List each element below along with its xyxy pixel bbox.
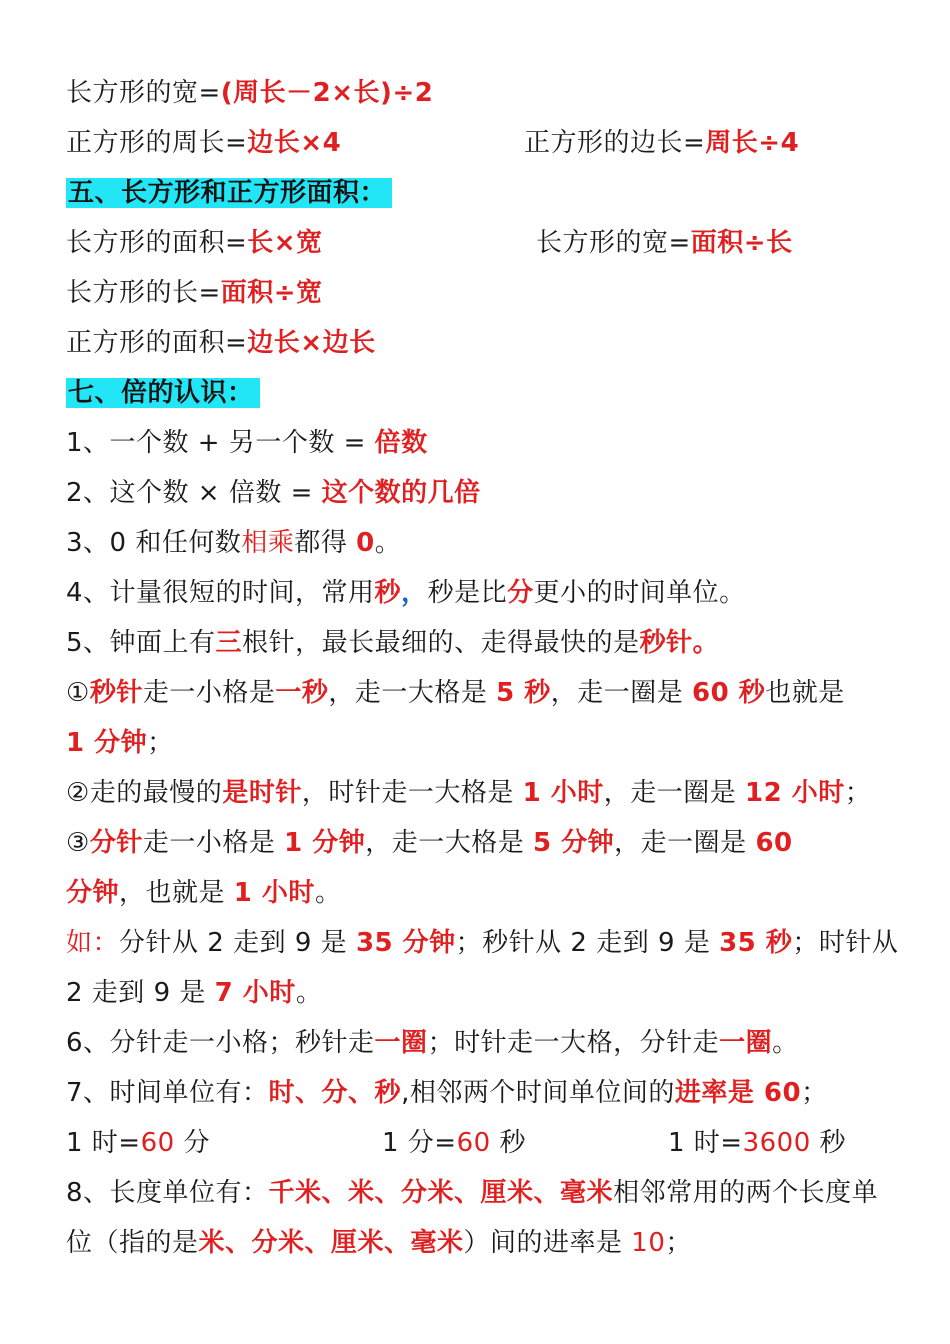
item-7: 7、时间单位有：时、分、秒,相邻两个时间单位间的进率是 60； xyxy=(66,1078,828,1108)
formula-square-area: 正方形的面积=边长×边长 xyxy=(66,328,376,358)
formula-rect-width-area: 长方形的宽=面积÷长 xyxy=(536,228,793,258)
item-2: 2、这个数 × 倍数 = 这个数的几倍 xyxy=(66,478,481,508)
item-8: 8、长度单位有：千米、米、分米、厘米、毫米相邻常用的两个长度单 xyxy=(66,1178,879,1208)
conversion-minute-second: 1 分=60 秒 xyxy=(382,1128,526,1158)
item-5-1-cont: 1 分钟； xyxy=(66,728,174,758)
item-5-3-cont: 分钟，也就是 1 小时。 xyxy=(66,878,342,908)
formula-rect-width-perimeter: 长方形的宽=(周长－2×长)÷2 xyxy=(66,78,434,108)
item-8-cont: 位（指的是米、分米、厘米、毫米）间的进率是 10； xyxy=(66,1228,692,1258)
item-4: 4、计量很短的时间，常用秒，秒是比分更小的时间单位。 xyxy=(66,578,746,608)
item-1: 1、一个数 + 另一个数 = 倍数 xyxy=(66,428,428,458)
example-cont: 2 走到 9 是 7 小时。 xyxy=(66,978,323,1008)
example: 如：分针从 2 走到 9 是 35 分钟；秒针从 2 走到 9 是 35 秒；时针从 xyxy=(66,928,899,958)
formula-rect-area: 长方形的面积=长×宽 xyxy=(66,228,323,258)
formula-square-side: 正方形的边长=周长÷4 xyxy=(524,128,800,158)
item-5-1: ①秒针走一小格是一秒，走一大格是 5 秒，走一圈是 60 秒也就是 xyxy=(66,678,845,708)
formula-square-perimeter: 正方形的周长=边长×4 xyxy=(66,128,342,158)
item-6: 6、分针走一小格；秒针走一圈；时针走一大格，分针走一圈。 xyxy=(66,1028,799,1058)
item-5: 5、钟面上有三根针，最长最细的、走得最快的是秒针。 xyxy=(66,628,720,658)
section-7-heading: 七、倍的认识： xyxy=(66,370,260,416)
item-5-2: ②走的最慢的是时针，时针走一大格是 1 小时，走一圈是 12 小时； xyxy=(66,778,872,808)
conversion-hour-second: 1 时=3600 秒 xyxy=(668,1128,847,1158)
item-3: 3、0 和任何数相乘都得 0。 xyxy=(66,528,402,558)
conversion-hour-minute: 1 时=60 分 xyxy=(66,1128,210,1158)
section-5-heading: 五、长方形和正方形面积： xyxy=(66,170,392,216)
item-5-3: ③分针走一小格是 1 分钟，走一大格是 5 分钟，走一圈是 60 xyxy=(66,828,793,858)
formula-rect-length: 长方形的长=面积÷宽 xyxy=(66,278,323,308)
